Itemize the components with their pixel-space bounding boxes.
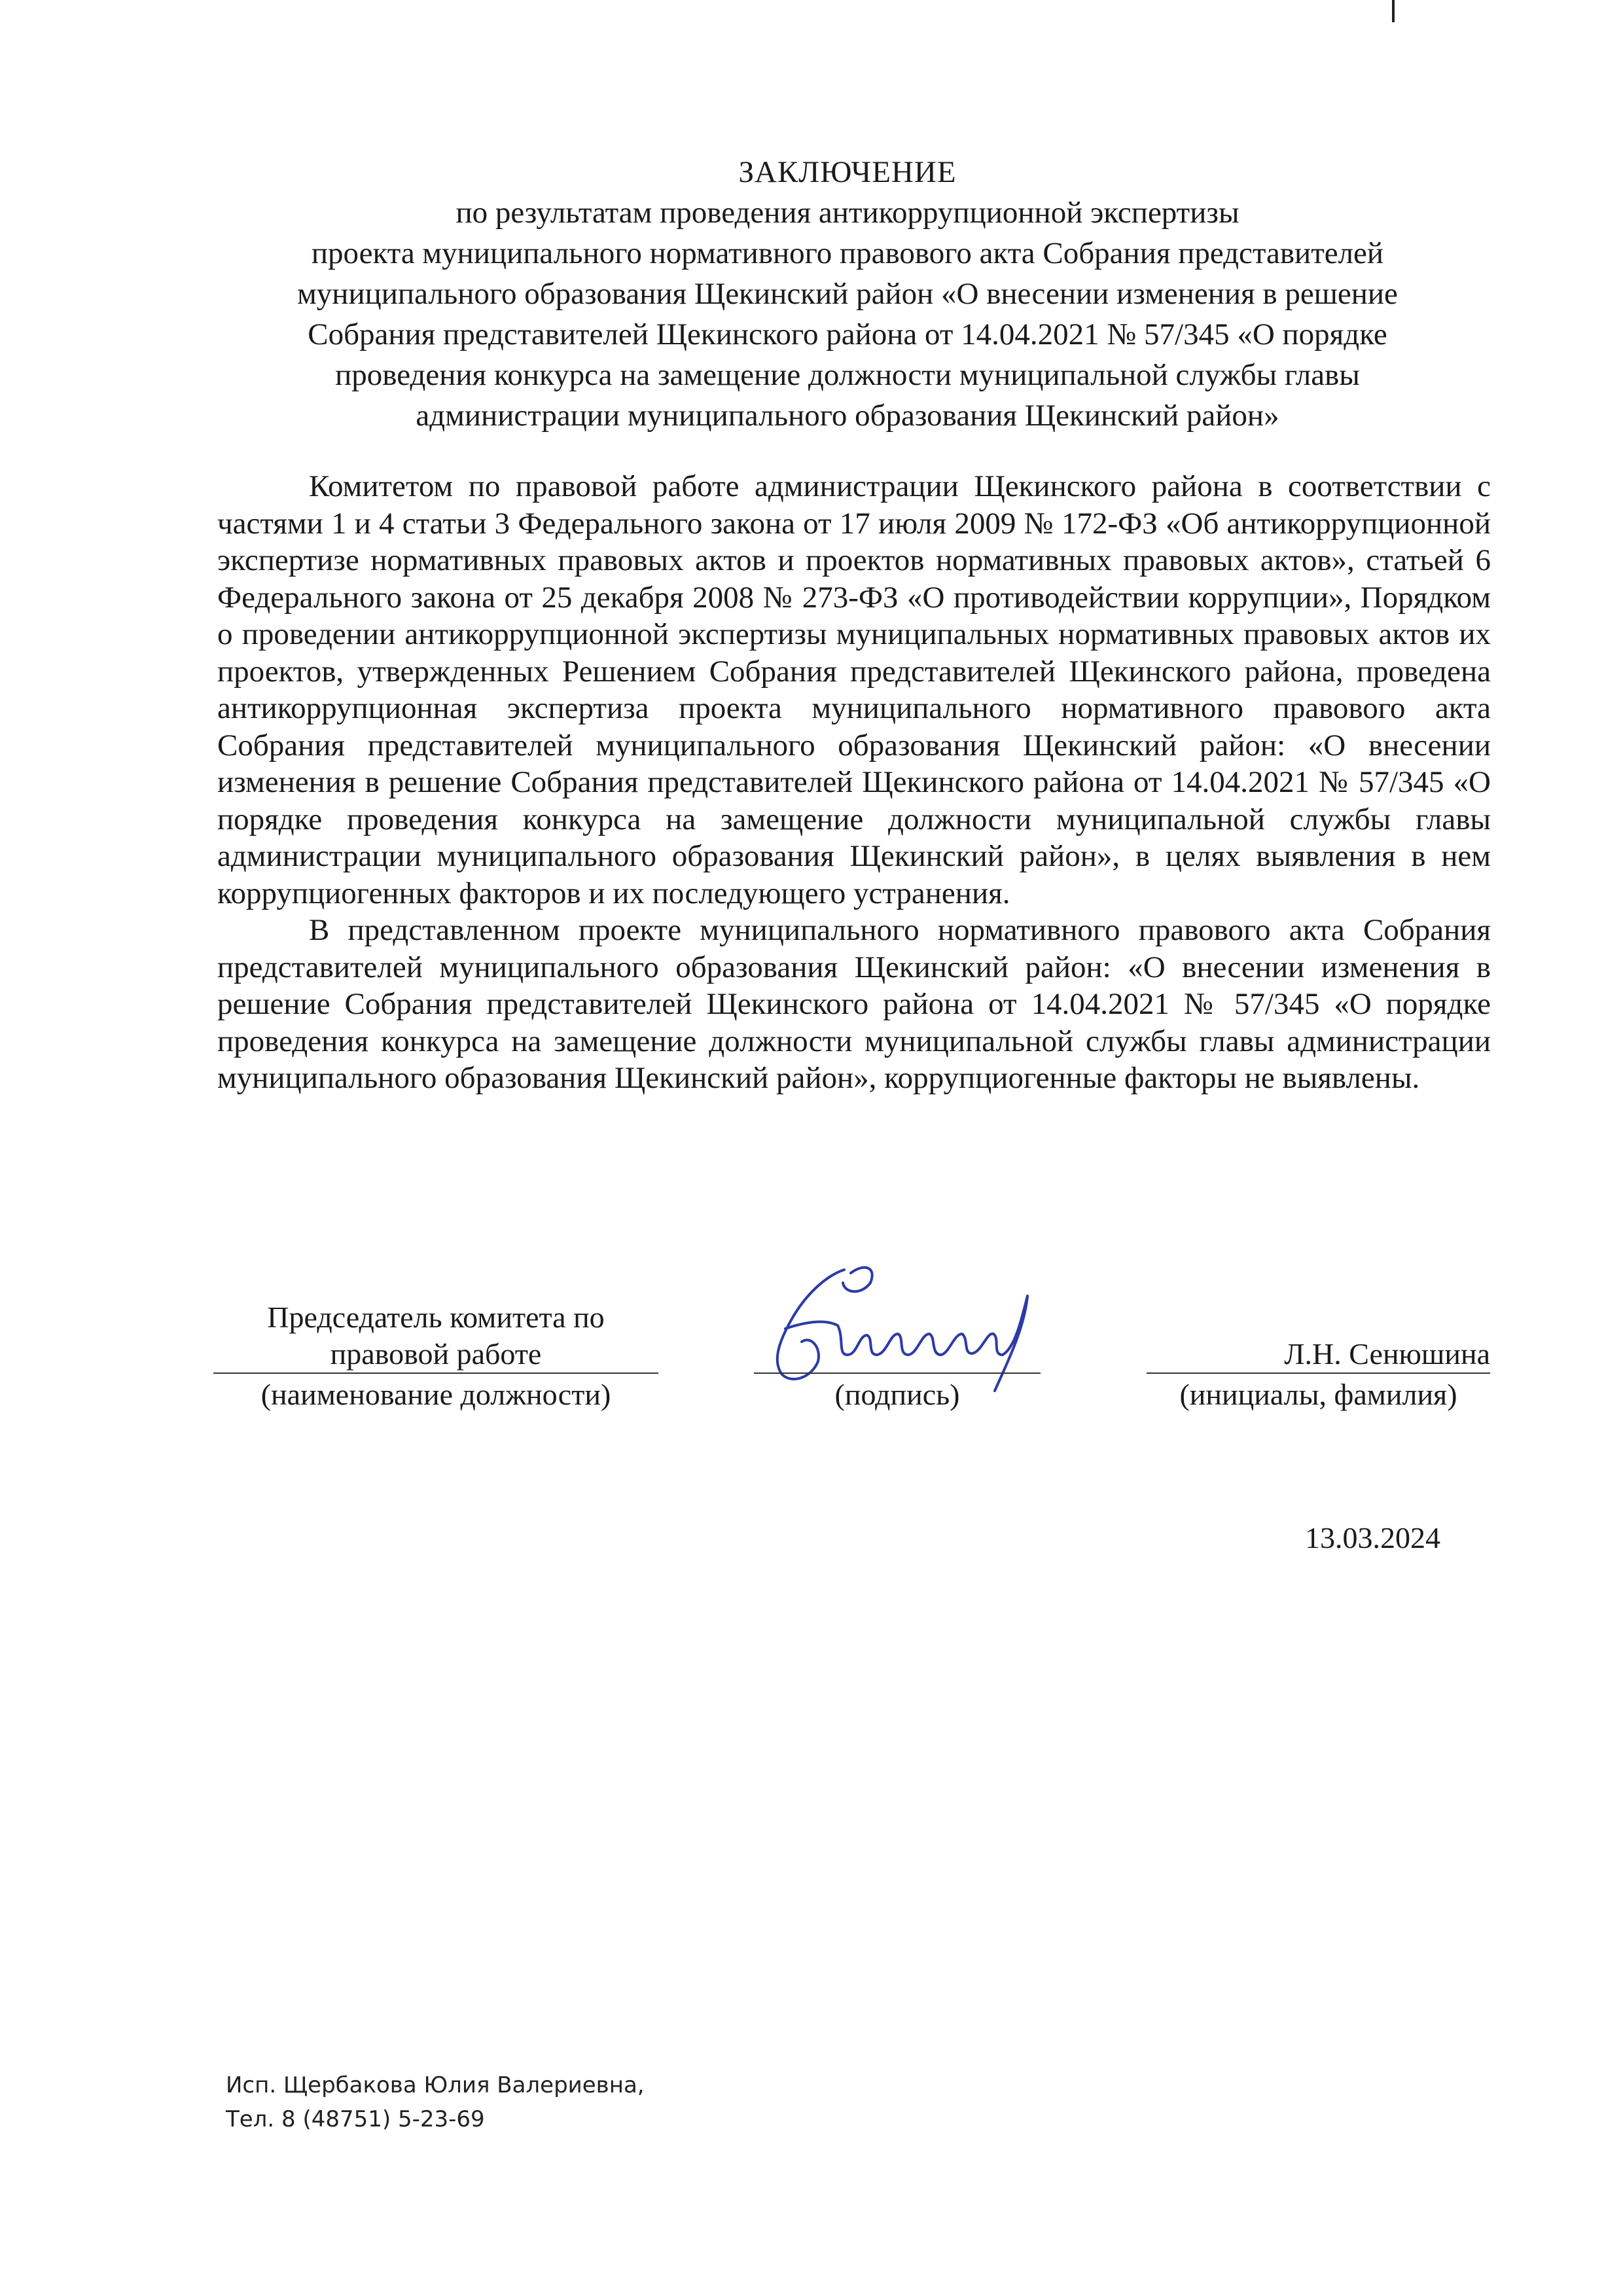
signer-name: Л.Н. Сенюшина <box>1147 1336 1490 1374</box>
signature-caption: (подпись) <box>834 1378 960 1411</box>
position-column <box>213 1299 658 1413</box>
position-line-1: Председатель комитета по <box>267 1300 605 1334</box>
position-caption: (наименование должности) <box>260 1378 611 1411</box>
heading-line: Собрания представителей Щекинского района от 14.04.2021 № 57/345 «О порядке <box>308 317 1387 351</box>
name-column <box>1147 1336 1490 1413</box>
position-line-2: правовой работе <box>213 1336 658 1374</box>
heading-line: по результатам проведения антикоррупционной экспертизы <box>455 196 1240 230</box>
heading-line: проведения конкурса на замещение должности муниципальной службы главы <box>335 358 1360 392</box>
heading-line: проекта муниципального нормативного правового акта Собрания представителей <box>311 236 1384 270</box>
document-date: 13.03.2024 <box>1305 1521 1440 1554</box>
document-footer <box>226 2068 645 2136</box>
signature-line <box>754 1299 1041 1374</box>
document-heading <box>196 152 1499 436</box>
signature-column <box>754 1299 1041 1413</box>
heading-line: администрации муниципального образования Щекинский район» <box>416 399 1279 433</box>
body-paragraph-2: В представленном проекте муниципального нормативного правового акта Собрания представителей муниципального образования Щекинский район: «О внесении изменения в решение Собрания представителей Щекинского района от 14.04.2021 № 57/345 «О порядке проведения конкурса на замещение должности муниципальной службы главы администрации муниципального образования Щекинский район», коррупциогенные факторы не выявлены. <box>217 913 1491 1095</box>
name-caption: (инициалы, фамилия) <box>1179 1378 1457 1411</box>
signature-block <box>0 1299 1623 1430</box>
heading-line: муниципального образования Щекинский район «О внесении изменения в решение <box>297 277 1398 311</box>
executor-phone: Тел. 8 (48751) 5-23-69 <box>226 2106 485 2132</box>
executor-name: Исп. Щербакова Юлия Валериевна, <box>226 2072 645 2098</box>
document-title: ЗАКЛЮЧЕНИЕ <box>738 155 957 189</box>
document-body <box>217 468 1491 1097</box>
scan-edge-mark <box>1392 0 1395 22</box>
body-paragraph-1: Комитетом по правовой работе администрации Щекинского района в соответствии с частями 1 и 4 статьи 3 Федерального закона от 17 июля 2009 № 172-ФЗ «Об антикоррупционной экспертизе нормативных правовых актов и проектов нормативных правовых актов», статьей 6 Федерального закона от 25 декабря 2008 № 273-ФЗ «О противодействии коррупции», Порядком о проведении антикоррупционной экспертизы муниципальных нормативных правовых актов их проектов, утвержденных Решением Собрания представителей Щекинского района, проведена антикоррупционная экспертиза проекта муниципального нормативного правового акта Собрания представителей муниципального образования Щекинский район: «О внесении изменения в решение Собрания представителей Щекинского района от 14.04.2021 № 57/345 «О порядке проведения конкурса на замещение должности муниципальной службы главы администрации муниципального образования Щекинский район», в целях выявления в нем коррупциогенных факторов и их последующего устранения. <box>217 469 1491 910</box>
